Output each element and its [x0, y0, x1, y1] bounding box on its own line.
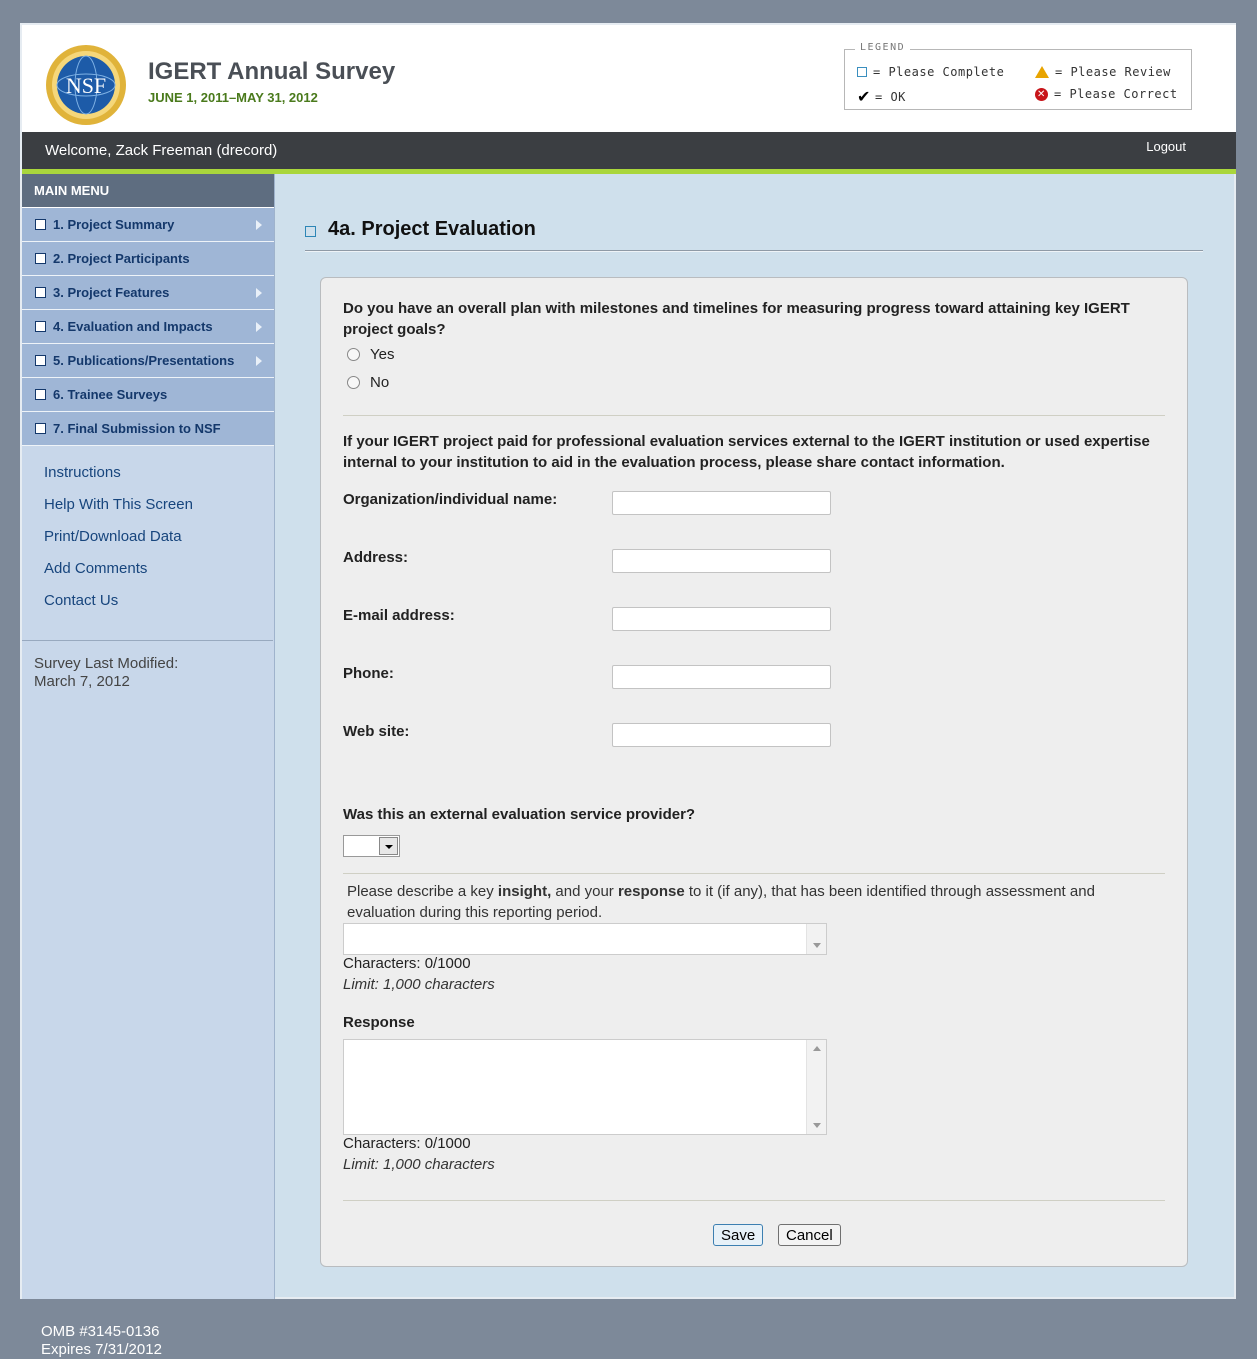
org-name-label: Organization/individual name: [343, 491, 558, 508]
status-square-icon [305, 226, 316, 237]
print-download-link[interactable]: Print/Download Data [44, 528, 182, 545]
website-label: Web site: [343, 723, 410, 740]
org-name-input[interactable] [612, 491, 831, 515]
radio-no[interactable]: No [347, 374, 389, 391]
radio-yes[interactable]: Yes [347, 346, 394, 363]
legend-title: LEGEND [855, 42, 910, 53]
logout-link[interactable]: Logout [1146, 139, 1186, 154]
divider [343, 1200, 1165, 1201]
divider [343, 873, 1165, 874]
insight-textarea[interactable] [343, 923, 827, 955]
scrollbar[interactable] [806, 1040, 826, 1134]
status-square-icon [35, 287, 46, 298]
insight-limit: Limit: 1,000 characters [343, 976, 495, 993]
scroll-up-icon[interactable] [813, 1046, 821, 1051]
omb-number: OMB #3145-0136 [41, 1323, 160, 1340]
sidebar-links [22, 446, 274, 624]
survey-dates: JUNE 1, 2011–MAY 31, 2012 [148, 90, 318, 105]
phone-input[interactable] [612, 665, 831, 689]
survey-frame [20, 23, 1236, 1299]
add-comments-link[interactable]: Add Comments [44, 560, 148, 577]
scrollbar[interactable] [806, 924, 826, 954]
chevron-down-icon[interactable] [379, 837, 398, 855]
submenu-arrow-icon [256, 356, 262, 366]
status-square-icon [35, 321, 46, 332]
footer [41, 1323, 162, 1359]
sidebar-divider [22, 640, 273, 641]
header [22, 25, 1236, 132]
phone-label: Phone: [343, 665, 394, 682]
status-square-icon [35, 355, 46, 366]
radio-button-icon[interactable] [347, 376, 360, 389]
menu-item-trainee-surveys[interactable]: 6. Trainee Surveys [22, 378, 274, 412]
address-label: Address: [343, 549, 409, 566]
expiration: Expires 7/31/2012 [41, 1341, 162, 1358]
legend-review: = Please Review [1035, 65, 1171, 79]
legend-correct: ✕ = Please Correct [1035, 87, 1178, 101]
status-square-icon [35, 423, 46, 434]
response-char-count: Characters: 0/1000 [343, 1135, 471, 1152]
response-label: Response [343, 1014, 415, 1031]
cancel-button[interactable]: Cancel [778, 1224, 841, 1246]
address-input[interactable] [612, 549, 831, 573]
contact-us-link[interactable]: Contact Us [44, 592, 119, 609]
submenu-arrow-icon [256, 288, 262, 298]
checkmark-icon: ✔ [857, 87, 871, 106]
instructions-link[interactable]: Instructions [44, 464, 121, 481]
welcome-text: Welcome, Zack Freeman (drecord) [45, 142, 278, 159]
nsf-logo [44, 43, 128, 127]
radio-button-icon[interactable] [347, 348, 360, 361]
divider [343, 415, 1165, 416]
page-heading [305, 218, 536, 241]
svg-text:NSF: NSF [65, 73, 107, 98]
save-button[interactable]: Save [713, 1224, 763, 1246]
scroll-down-icon[interactable] [813, 1123, 821, 1128]
menu-item-project-participants[interactable]: 2. Project Participants [22, 242, 274, 276]
legend-complete: = Please Complete [857, 65, 1004, 79]
external-provider-select[interactable] [343, 835, 400, 857]
submenu-arrow-icon [256, 322, 262, 332]
menu-item-evaluation-impacts[interactable]: 4. Evaluation and Impacts [22, 310, 274, 344]
response-textarea[interactable] [343, 1039, 827, 1135]
sidebar [22, 174, 275, 1299]
legend [844, 42, 1192, 110]
response-limit: Limit: 1,000 characters [343, 1156, 495, 1173]
status-square-icon [35, 219, 46, 230]
menu-item-publications[interactable]: 5. Publications/Presentations [22, 344, 274, 378]
last-modified: Survey Last Modified: March 7, 2012 [34, 655, 179, 690]
page-title: 4a. Project Evaluation [328, 218, 536, 240]
menu-item-project-features[interactable]: 3. Project Features [22, 276, 274, 310]
insight-prompt: Please describe a key insight, and your response to it (if any), that has been identified through assessment and evaluation during this reporting period. [347, 883, 1095, 921]
email-label: E-mail address: [343, 607, 455, 624]
menu-item-project-summary[interactable]: 1. Project Summary [22, 208, 274, 242]
welcome-bar [22, 132, 1236, 174]
email-input[interactable] [612, 607, 831, 631]
app-title: IGERT Annual Survey [148, 58, 396, 85]
insight-char-count: Characters: 0/1000 [343, 955, 471, 972]
question-plan: Do you have an overall plan with milestones and timelines for measuring progress toward attaining key IGERT project goals? [343, 300, 1130, 338]
question-external-provider: Was this an external evaluation service provider? [343, 806, 696, 823]
status-square-icon [35, 253, 46, 264]
status-square-icon [35, 389, 46, 400]
heading-divider [305, 250, 1203, 252]
main-menu-header: MAIN MENU [22, 174, 274, 208]
form-panel [320, 277, 1188, 1267]
scroll-down-icon[interactable] [813, 943, 821, 948]
menu-item-final-submission[interactable]: 7. Final Submission to NSF [22, 412, 274, 446]
legend-ok: ✔ = OK [857, 87, 906, 106]
error-icon: ✕ [1035, 88, 1048, 101]
website-input[interactable] [612, 723, 831, 747]
submenu-arrow-icon [256, 220, 262, 230]
empty-square-icon [857, 67, 867, 77]
warning-icon [1035, 66, 1049, 78]
question-evaluation-contact: If your IGERT project paid for professional evaluation services external to the IGERT institution or used expertise internal to your institution to aid in the evaluation process, please share contact information. [343, 433, 1150, 471]
help-link[interactable]: Help With This Screen [44, 496, 193, 513]
